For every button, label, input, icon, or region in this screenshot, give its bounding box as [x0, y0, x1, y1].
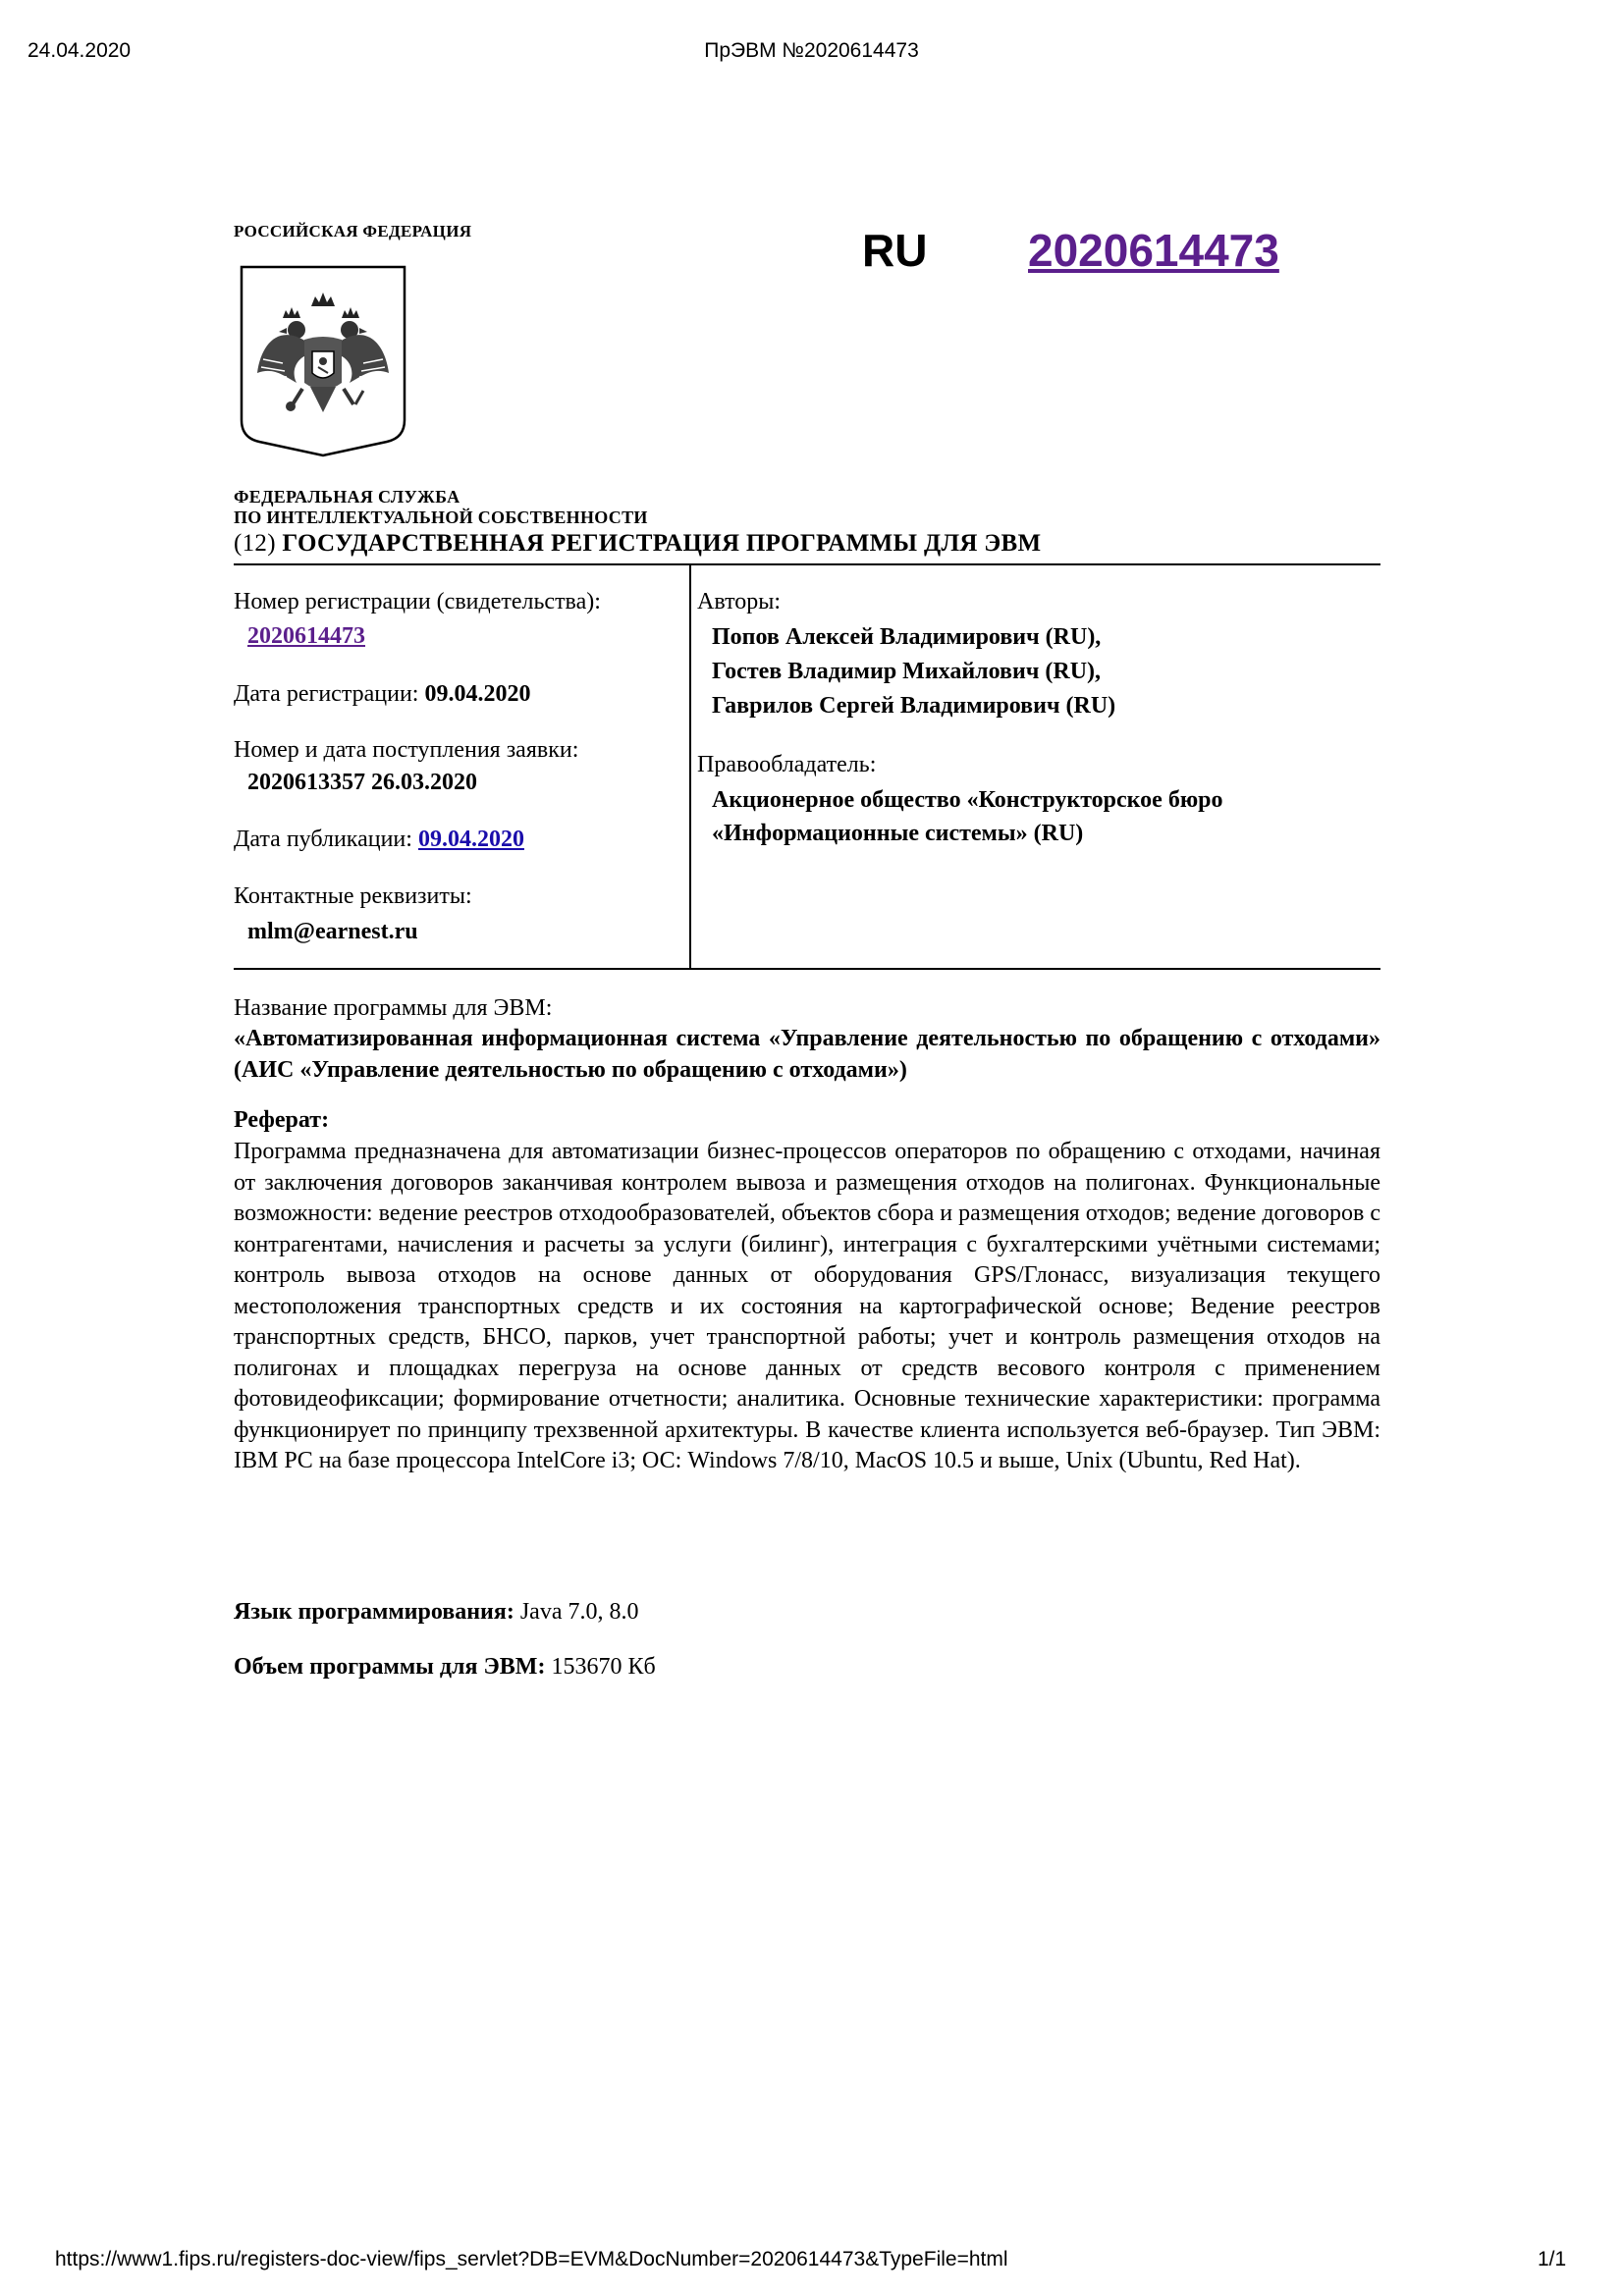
- print-title: ПрЭВМ №2020614473: [704, 39, 919, 62]
- coat-of-arms-emblem: [240, 265, 406, 457]
- abstract-label: Реферат:: [234, 1107, 330, 1133]
- registration-date-label: Дата регистрации:: [234, 681, 419, 707]
- program-size-label: Объем программы для ЭВМ:: [234, 1654, 546, 1680]
- application-label: Номер и дата поступления заявки:: [234, 737, 579, 763]
- program-size-value: 153670 Кб: [551, 1654, 656, 1680]
- page-counter: 1/1: [1538, 2248, 1567, 2270]
- rightholder-line: «Информационные системы» (RU): [712, 821, 1084, 846]
- registration-number-value-link[interactable]: 2020614473: [247, 623, 365, 649]
- publication-date-label: Дата публикации:: [234, 827, 412, 852]
- authors-label: Авторы:: [697, 589, 782, 614]
- program-size-row: [234, 1652, 656, 1682]
- abstract-text: Программа предназначена для автоматизации бизнес-процессов операторов по обращению с отходами, начиная от заключения договоров заканчивая контролем вывоза и размещения отходов на полигонах. Функциональные возможности: ведение реестров отходообразователей, объектов сбора и размещения отходов; ведение договоров с контрагентами, начисления и расчеты за услуги (билинг), интеграция с бухгалтерскими учётными системами; контроль вывоза отходов на основе данных от оборудования GPS/Глонасс, визуализация текущего местоположения транспортных средств и их состояния на картографической основе; Ведение реестров транспортных средств, БНСО, парков, учет транспортной работы; учет и контроль размещения отходов на полигонах и площадках перегруза на основе данных от средств весового контроля с применением фотовидеофиксации; формирование отчетности; аналитика. Основные технические характеристики: программа функционирует по принципу трехзвенной архитектуры. В качестве клиента используется веб-браузер. Тип ЭВМ: IBM PC на базе процессора IntelCore i3; ОС: Windows 7/8/10, MacOS 10.5 и выше, Unix (Ubuntu, Red Hat).: [234, 1139, 1380, 1473]
- agency-line-1: ФЕДЕРАЛЬНАЯ СЛУЖБА: [234, 487, 460, 507]
- program-name-value: «Автоматизированная информационная система «Управление деятельностью по обращению с отходами» (АИС «Управление деятельностью по обращению с отходами»): [234, 1026, 1380, 1083]
- contact-value: mlm@earnest.ru: [247, 919, 418, 944]
- registration-date-row: [234, 679, 530, 709]
- top-divider: [234, 563, 1380, 565]
- document-title: [234, 530, 1041, 558]
- registration-number-label: Номер регистрации (свидетельства):: [234, 589, 601, 614]
- program-name-label: Название программы для ЭВМ:: [234, 995, 553, 1021]
- agency-name: [234, 487, 648, 528]
- registration-date-value: 09.04.2020: [424, 681, 531, 707]
- print-url: https://www1.fips.ru/registers-doc-view/fips_servlet?DB=EVM&DocNumber=2020614473&TypeFile=html: [55, 2248, 1008, 2270]
- document-title-text: ГОСУДАРСТВЕННАЯ РЕГИСТРАЦИЯ ПРОГРАММЫ ДЛЯ ЭВМ: [282, 530, 1042, 557]
- bottom-divider: [234, 968, 1380, 970]
- rightholder-line: Акционерное общество «Конструкторское бюро: [712, 787, 1223, 813]
- column-divider: [689, 565, 691, 968]
- author-item: Гостев Владимир Михайлович (RU),: [712, 659, 1102, 684]
- application-value: 2020613357 26.03.2020: [247, 770, 477, 795]
- language-row: [234, 1597, 639, 1627]
- publication-date-link[interactable]: 09.04.2020: [417, 827, 524, 852]
- publication-date-row: [234, 825, 524, 854]
- rightholder-label: Правообладатель:: [697, 752, 877, 777]
- registration-number-link[interactable]: 2020614473: [1028, 225, 1279, 276]
- print-date: 24.04.2020: [27, 39, 132, 62]
- contact-label: Контактные реквизиты:: [234, 883, 472, 909]
- ru-code: RU: [862, 225, 928, 276]
- double-headed-eagle-icon: [240, 265, 406, 457]
- agency-line-2: ПО ИНТЕЛЛЕКТУАЛЬНОЙ СОБСТВЕННОСТИ: [234, 507, 648, 527]
- language-value: Java 7.0, 8.0: [519, 1599, 639, 1625]
- language-label: Язык программирования:: [234, 1599, 514, 1625]
- kind-code: (12): [234, 530, 276, 557]
- author-item: Гаврилов Сергей Владимирович (RU): [712, 693, 1116, 719]
- author-item: Попов Алексей Владимирович (RU),: [712, 624, 1102, 650]
- country-name: РОССИЙСКАЯ ФЕДЕРАЦИЯ: [234, 222, 472, 240]
